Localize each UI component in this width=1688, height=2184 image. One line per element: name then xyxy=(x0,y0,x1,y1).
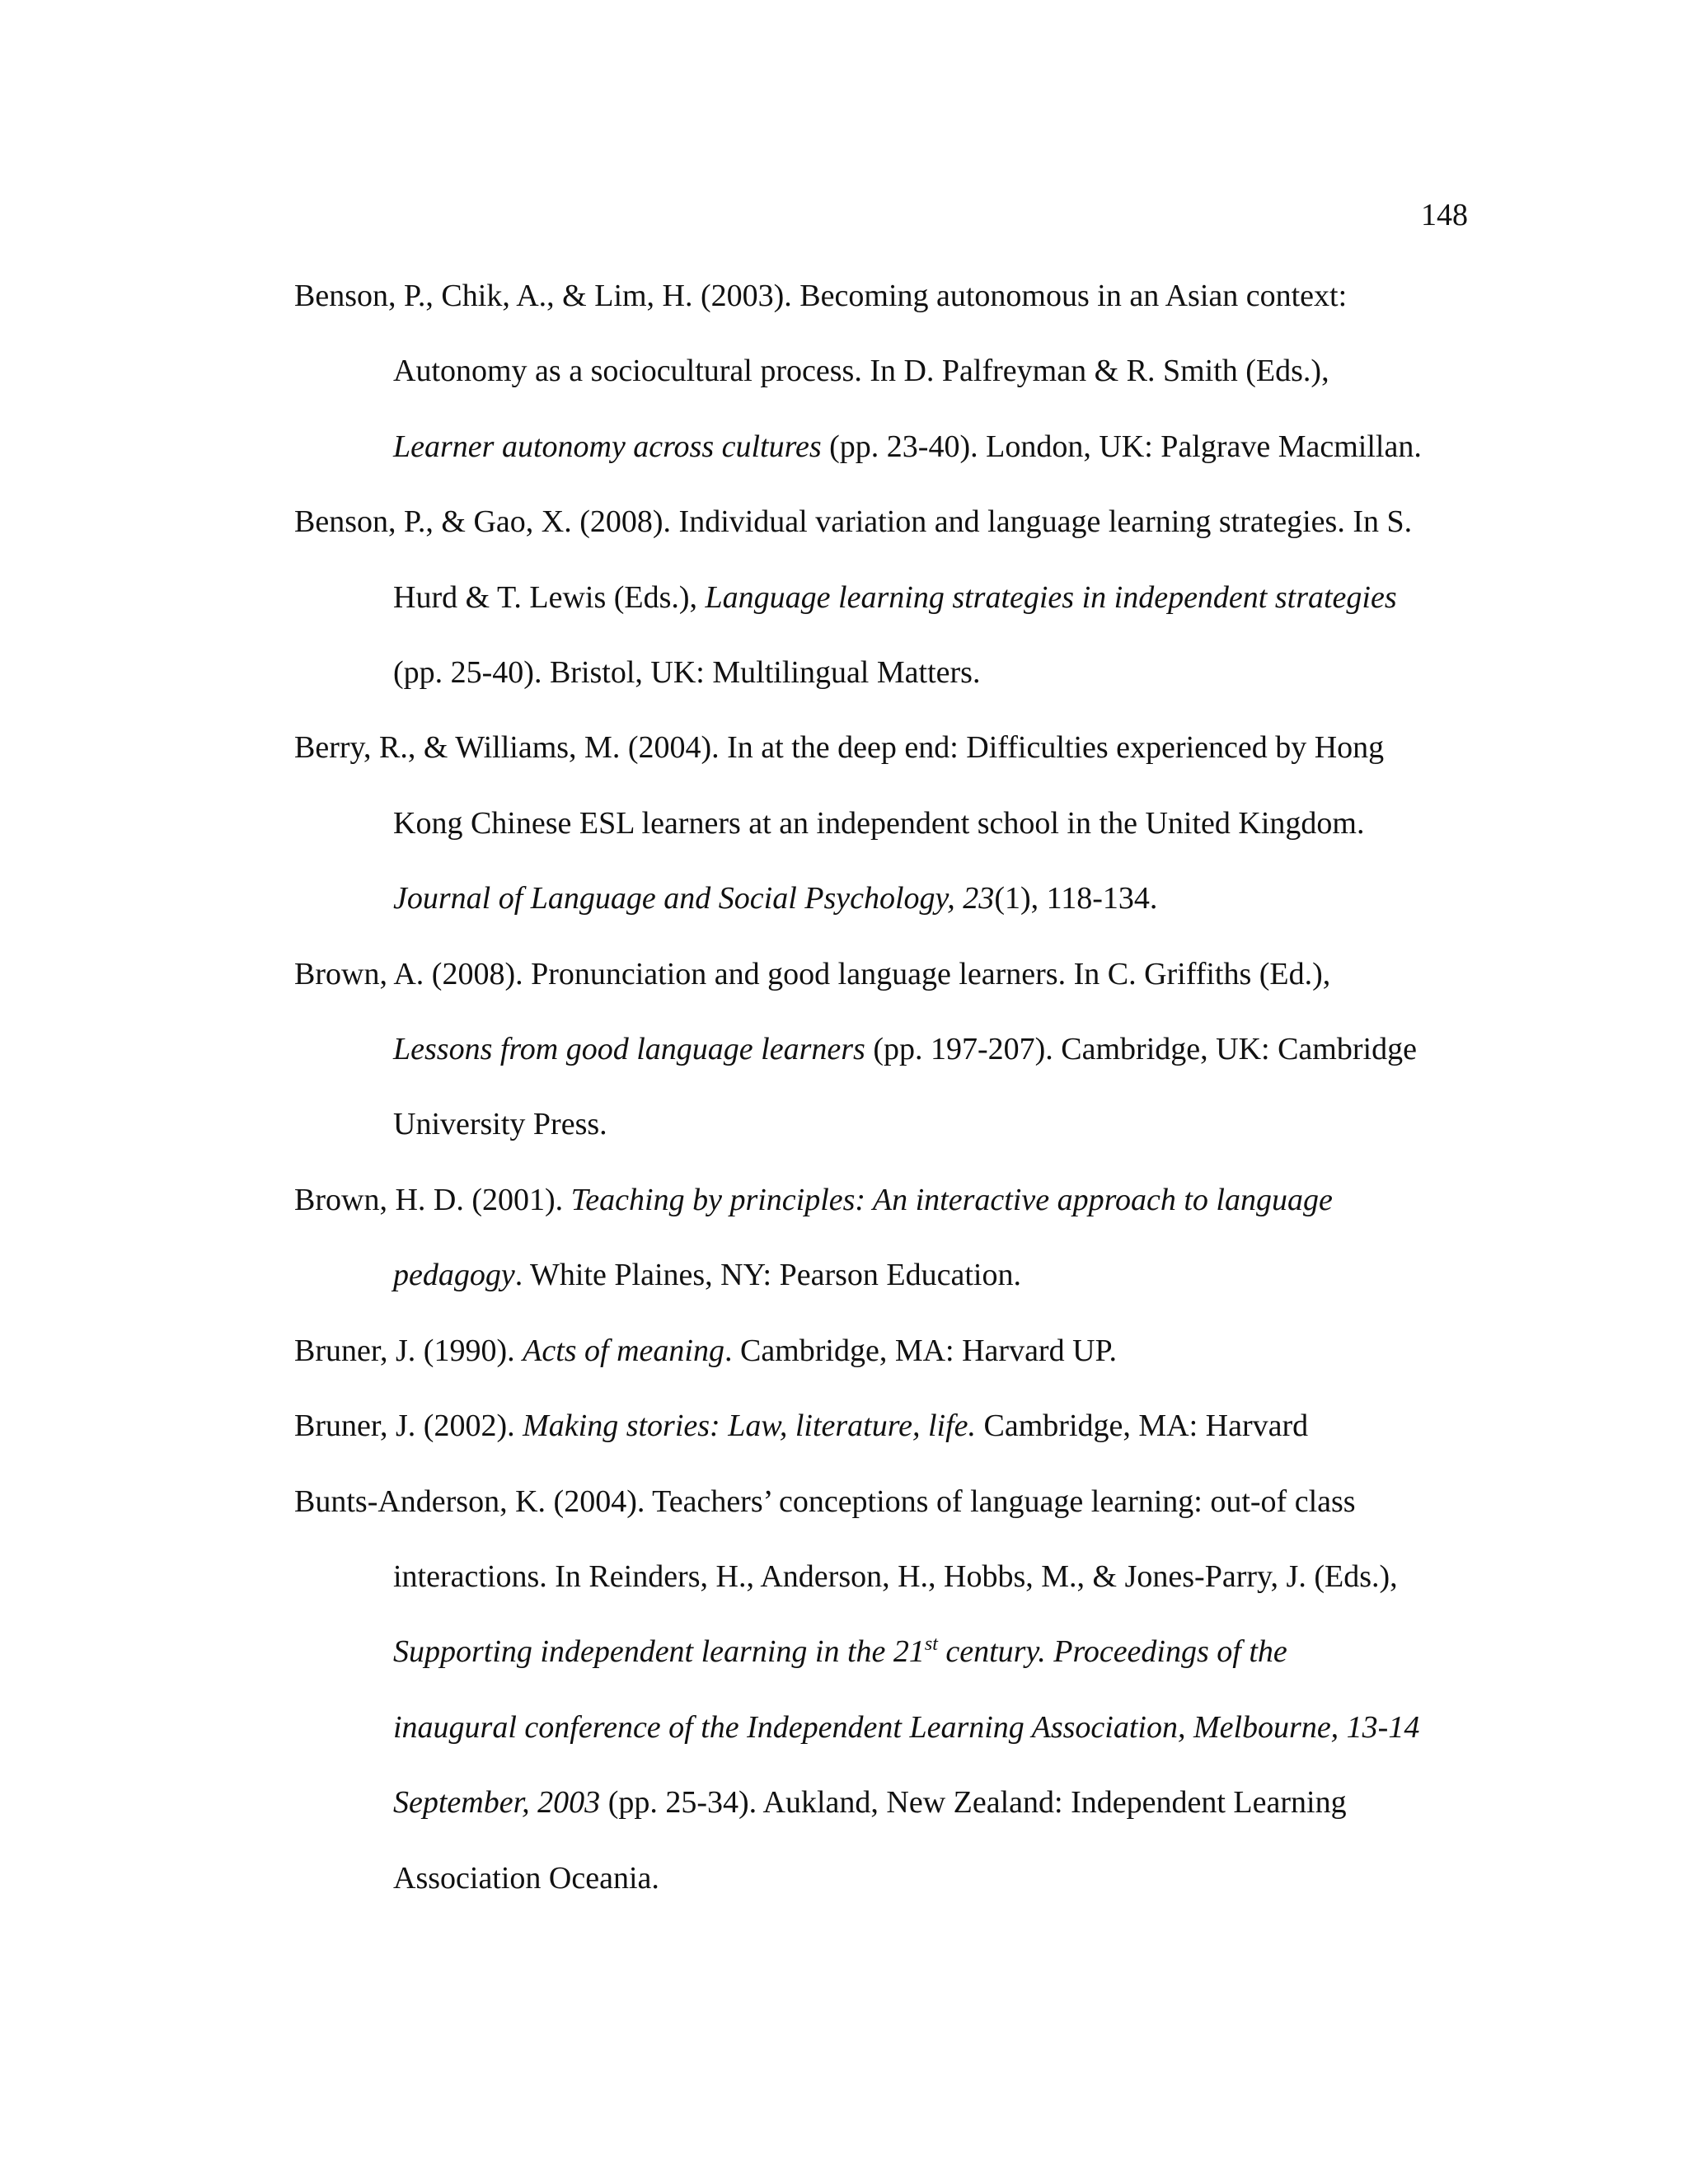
superscript-text: st xyxy=(924,1633,938,1656)
reference-entry xyxy=(294,1465,1475,1916)
italic-title-text: Lessons from good language learners xyxy=(393,1032,865,1067)
reference-text: (pp. 23-40). London, UK: Palgrave Macmillan. xyxy=(821,429,1422,464)
reference-text: Cambridge, MA: Harvard xyxy=(976,1408,1309,1444)
reference-entry xyxy=(294,1389,1475,1464)
reference-text: Berry, R., & Williams, M. (2004). In at the deep end: Difficulties experienced by Hong xyxy=(294,730,1385,766)
italic-title-text: pedagogy xyxy=(393,1258,515,1293)
reference-text: Association Oceania. xyxy=(393,1860,659,1896)
reference-text: Bunts-Anderson, K. (2004). Teachers’ conceptions of language learning: out-of class xyxy=(294,1483,1356,1519)
reference-entry xyxy=(294,1314,1475,1389)
italic-title-text: Journal of Language and Social Psychology, 23 xyxy=(393,881,995,916)
reference-text: (pp. 25-34). Aukland, New Zealand: Independent Learning xyxy=(600,1785,1347,1821)
italic-title-text: inaugural conference of the Independent Learning Association, Melbourne, 13-14 xyxy=(393,1709,1420,1745)
reference-text: (pp. 197-207). Cambridge, UK: Cambridge xyxy=(865,1032,1417,1067)
reference-list xyxy=(294,259,1475,1916)
italic-title-text: century. Proceedings of the xyxy=(937,1634,1287,1670)
italic-title-text: September, 2003 xyxy=(393,1785,601,1821)
italic-title-text: Supporting independent learning in the 21 xyxy=(393,1634,925,1670)
reference-text: Bruner, J. (2002). xyxy=(294,1408,523,1444)
reference-text: Brown, H. D. (2001). xyxy=(294,1182,571,1217)
reference-text: Benson, P., Chik, A., & Lim, H. (2003). Becoming autonomous in an Asian context: xyxy=(294,279,1348,313)
reference-text: (pp. 25-40). Bristol, UK: Multilingual Matters. xyxy=(393,655,981,691)
reference-text: . White Plaines, NY: Pearson Education. xyxy=(514,1258,1021,1293)
italic-title-text: Learner autonomy across cultures xyxy=(393,429,822,464)
reference-text: Brown, A. (2008). Pronunciation and good language learners. In C. Griffiths (Ed.), xyxy=(294,956,1331,991)
reference-entry xyxy=(294,485,1475,710)
italic-title-text: Language learning strategies in independent strategies xyxy=(705,579,1397,615)
italic-title-text: Teaching by principles: An interactive approach to language xyxy=(570,1182,1333,1217)
reference-text: . Cambridge, MA: Harvard UP. xyxy=(724,1333,1117,1368)
reference-entry xyxy=(294,259,1475,485)
reference-text: Kong Chinese ESL learners at an independent school in the United Kingdom. xyxy=(393,805,1365,841)
reference-text: Autonomy as a sociocultural process. In D. Palfreyman & R. Smith (Eds.), xyxy=(393,354,1329,389)
reference-entry xyxy=(294,1163,1475,1314)
page-number: 148 xyxy=(1421,198,1468,232)
reference-text: Bruner, J. (1990). xyxy=(294,1333,523,1368)
reference-text: (1), 118-134. xyxy=(994,881,1158,916)
reference-text: Hurd & T. Lewis (Eds.), xyxy=(393,579,706,615)
reference-entry xyxy=(294,710,1475,936)
reference-text: University Press. xyxy=(393,1107,607,1142)
italic-title-text: Making stories: Law, literature, life. xyxy=(523,1408,977,1444)
italic-title-text: Acts of meaning xyxy=(523,1333,724,1368)
reference-text: interactions. In Reinders, H., Anderson, H., Hobbs, M., & Jones-Parry, J. (Eds.), xyxy=(393,1558,1398,1594)
reference-entry xyxy=(294,937,1475,1163)
reference-text: Benson, P., & Gao, X. (2008). Individual variation and language learning strategies. In S. xyxy=(294,504,1413,540)
